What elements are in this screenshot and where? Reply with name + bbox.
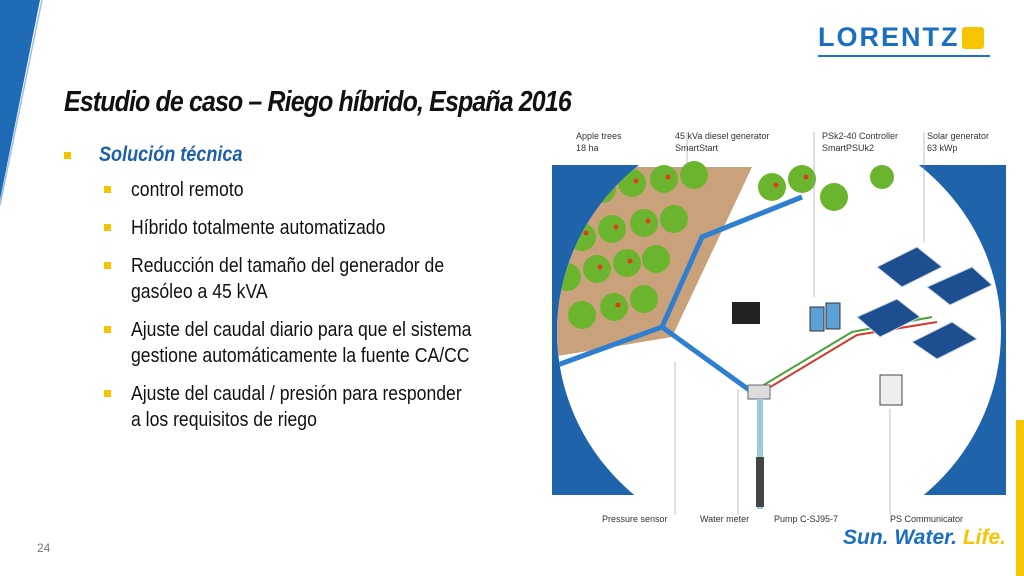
- bullet-square-icon: [64, 152, 71, 159]
- label-controller: PSk2-40 Controller SmartPSUk2: [822, 131, 899, 153]
- list-item-text: Reducción del tamaño del generador de gasóleo a 45 kVA: [131, 255, 445, 303]
- bullet-square-icon: [104, 186, 111, 193]
- bullet-list: [64, 143, 544, 445]
- bullet-heading-text: Solución técnica: [99, 143, 243, 166]
- bullet-heading: [64, 143, 544, 167]
- label-solar-generator: Solar generator 63 kWp: [927, 131, 990, 153]
- logo-text: LORENTZ: [818, 22, 960, 52]
- bullet-square-icon: [104, 326, 111, 333]
- label-diesel-generator: 45 kVa diesel generator SmartStart: [675, 131, 770, 153]
- irrigation-system-illustration: [552, 127, 1006, 527]
- bullet-square-icon: [104, 262, 111, 269]
- list-item: [104, 381, 544, 433]
- list-item-text: Híbrido totalmente automatizado: [131, 217, 386, 239]
- list-item: [104, 177, 544, 203]
- label-water-meter: Water meter: [700, 514, 750, 524]
- logo-underline: [818, 55, 990, 57]
- page-title: Estudio de caso – Riego híbrido, España 2016: [64, 86, 571, 118]
- label-ps-communicator: PS Communicator: [890, 514, 964, 524]
- sun-logo-icon: [962, 27, 984, 49]
- label-pressure-sensor: Pressure sensor: [602, 514, 668, 524]
- lorentz-logo: [818, 22, 984, 53]
- page-number: 24: [37, 541, 51, 555]
- tagline-text: Sun. Water.: [843, 526, 963, 549]
- list-item-text: control remoto: [131, 179, 244, 201]
- tagline-logo: [843, 526, 1006, 550]
- list-item: [104, 215, 544, 241]
- list-item: [104, 253, 544, 305]
- list-item-text: Ajuste del caudal diario para que el sistema gestione automáticamente la fuente CA/CC: [131, 319, 472, 367]
- label-pump: Pump C-SJ95-7: [774, 514, 839, 524]
- list-item: [104, 317, 544, 369]
- left-decoration: [0, 0, 60, 210]
- list-item-text: Ajuste del caudal / presión para responder a los requisitos de riego: [131, 383, 462, 431]
- bullet-square-icon: [104, 390, 111, 397]
- bullet-square-icon: [104, 224, 111, 231]
- label-apple-trees: Apple trees 18 ha: [576, 131, 622, 153]
- tagline-life-text: Life.: [962, 526, 1006, 549]
